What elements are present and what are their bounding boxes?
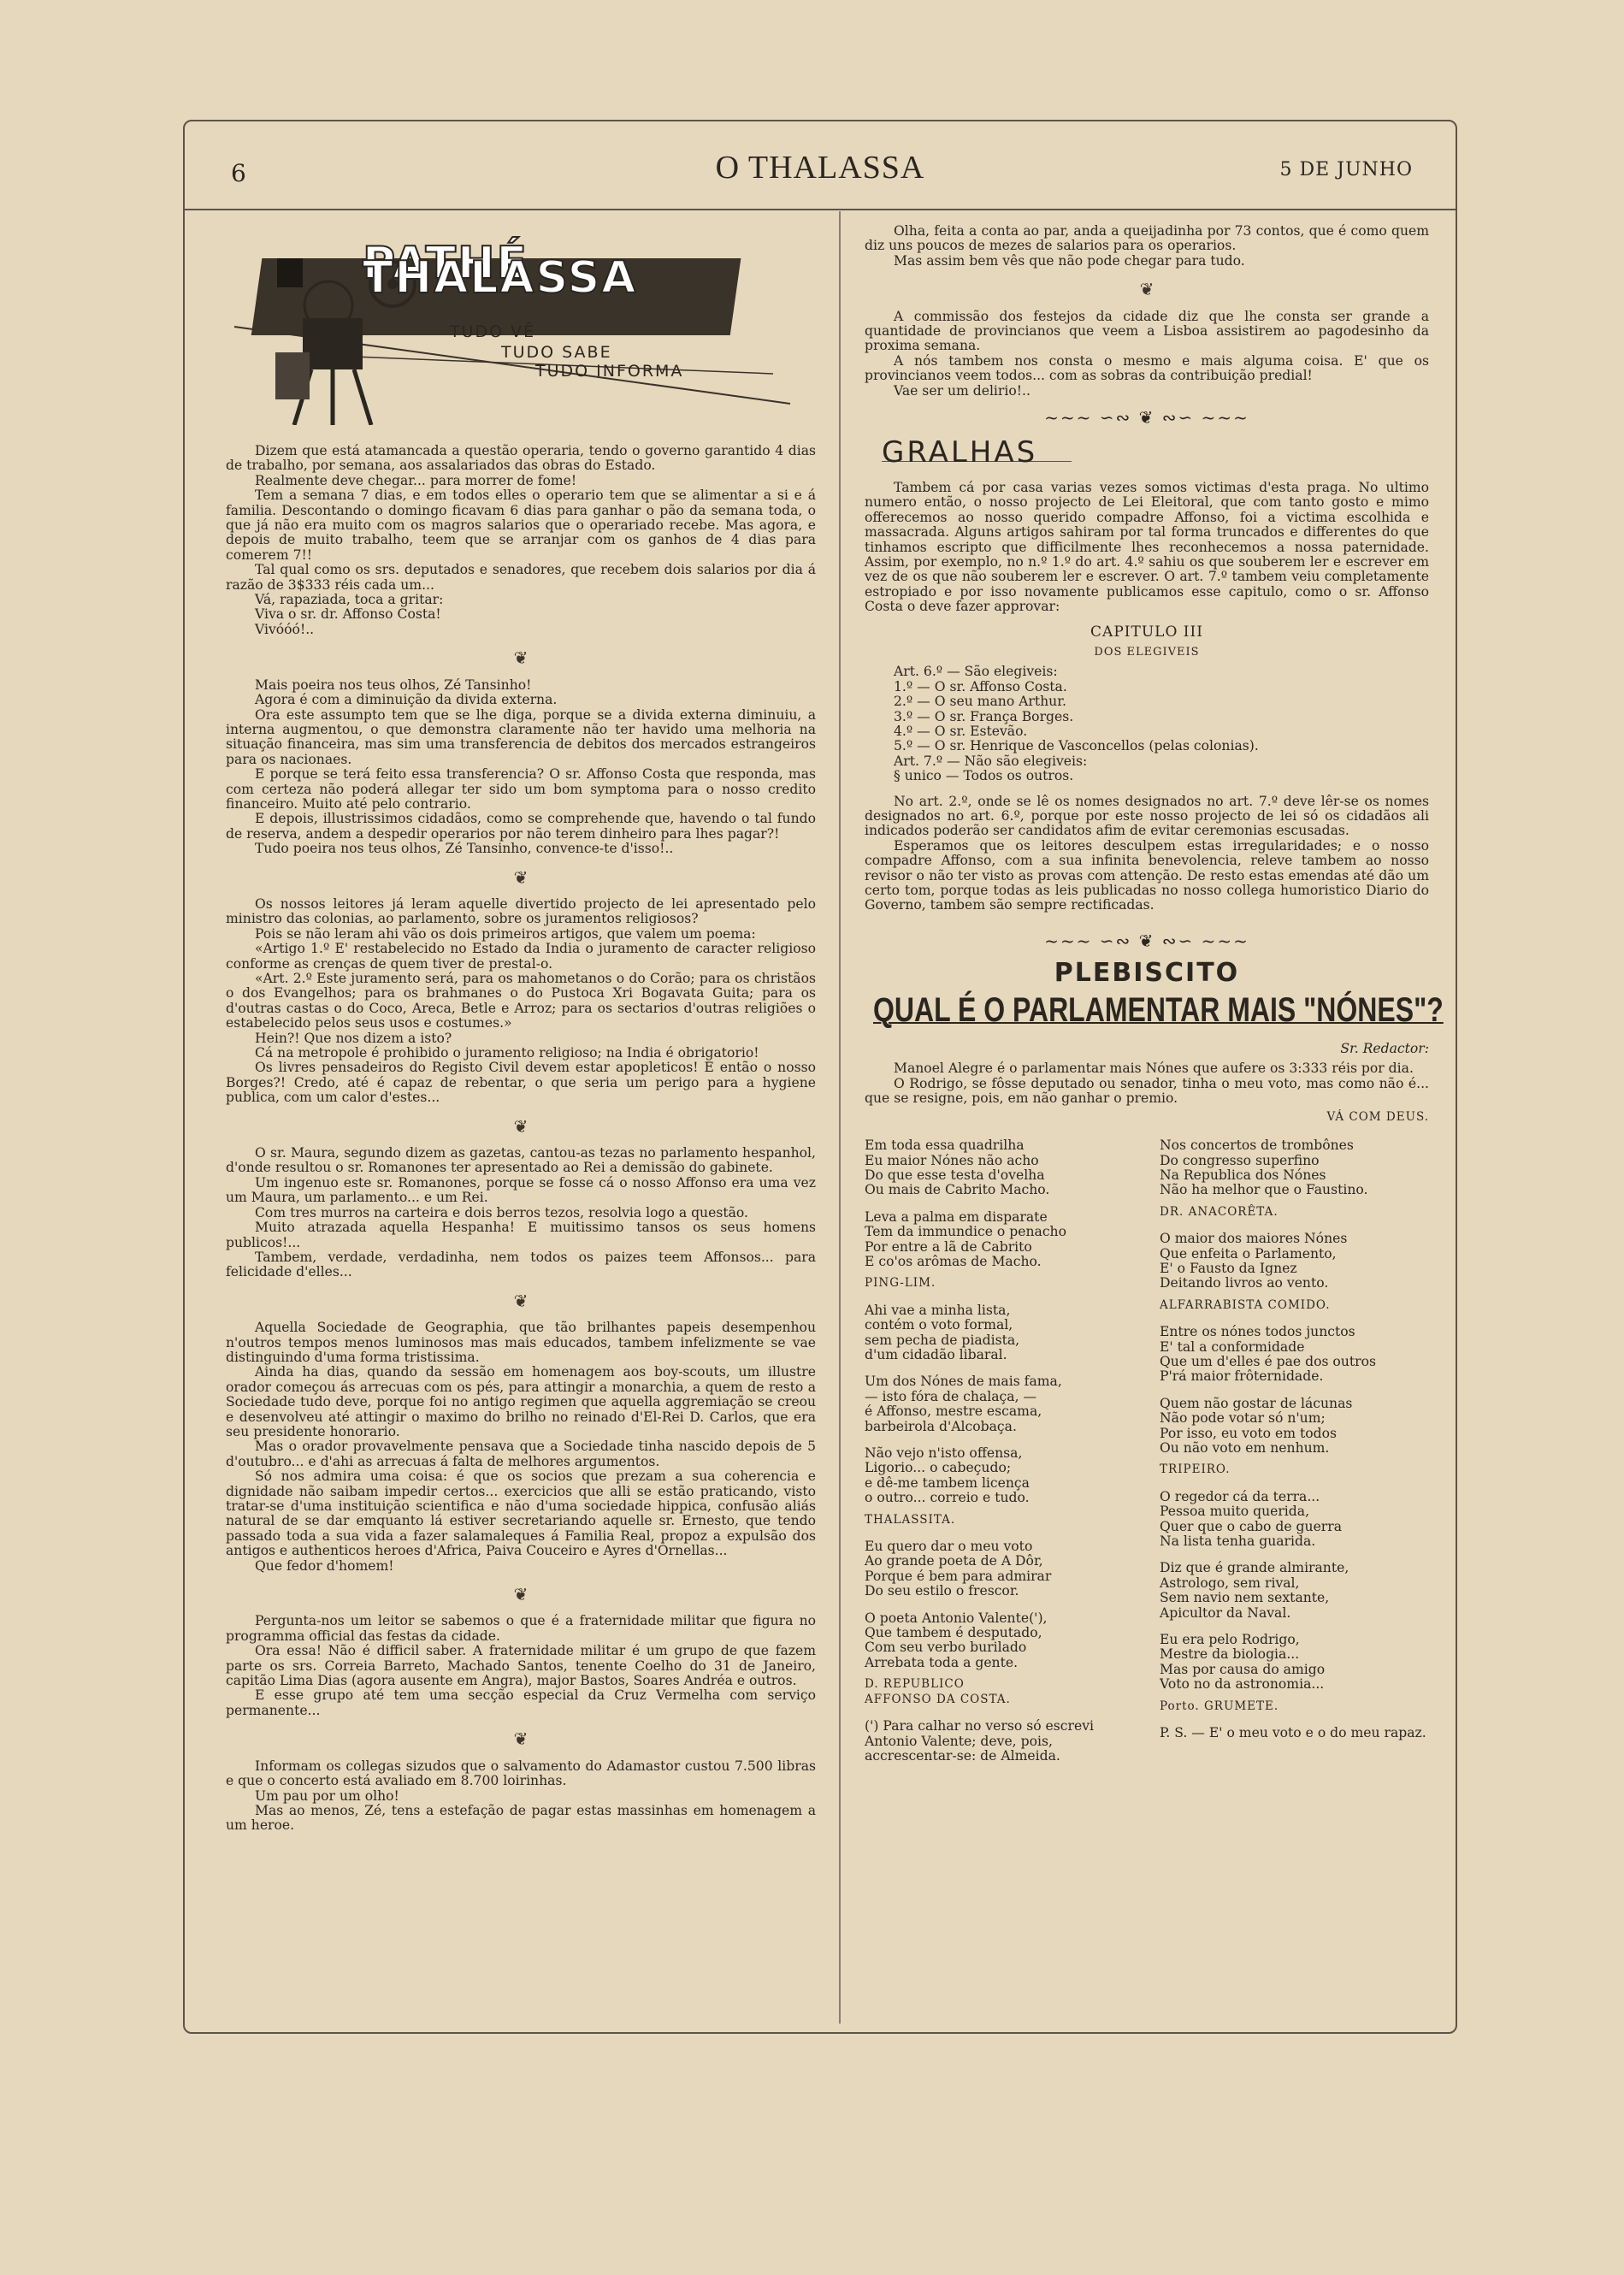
gralhas-correction: No art. 2.º, onde se lê os nomes designados no art. 7.º deve lêr-se os nomes designados no art. 6.º, porque por este nosso projecto de lei só os cidadãos ali indicados poderão ser candidatos afim de evitar ceremonias escusadas. [865,793,1429,839]
logo-tagline-2: TUDO SABE [501,343,612,362]
poem-signature: DR. ANACORÊTA. [1160,1204,1279,1219]
poem-stanza: Quem não gostar de lácunas Não pode votar só n'um; Por isso, eu voto em todos Ou não voto em nenhum. [1160,1395,1353,1456]
poems-left-column [865,1138,1134,1776]
logo-tagline-1: TUDO VÊ [450,322,536,341]
pathe-thalassa-logo [226,224,816,425]
poem-signature: D. REPUBLICO AFFONSO DA COSTA. [865,1677,1011,1706]
right-column [865,223,1444,1776]
poems-area [865,1138,1429,1776]
page-number: 6 [231,159,246,187]
article-line: 2.º — O seu mano Arthur. [894,694,1066,710]
article-queijadinha: Olha, feita a conta ao par, anda a queijadinha por 73 contos, que é como quem diz uns poucos de mezes de salarios para os operarios. Mas assim bem vês que não pode chegar para tudo. [865,223,1429,269]
article-juramentos: Os nossos leitores já leram aquelle divertido projecto de lei apresentado pelo ministro das colonias, ao parlamento, sobre os juramentos religiosos? Pois se não leram ahi vão os dois primeiros artigos, que valem um poema: «Artigo 1.º E' restabelecido no Estado da India o juramento de caracter religioso conforme as crenças de quem tiver de prestal-o. «Art. 2.º Este juramento será, para os mahometanos o do Corão; para os christãos o dos Evangelhos; para os brahmanes o do Pustoca Xri Bogavata Guita; para os d'outras castas o do Coco, Areca, Betle e Arroz; para os sectarios d'outras religiões o estabelecido pelos seus usos e costumes.» Hein?! Que nos dizem a isto? Cá na metropole é prohibido o juramento religioso; na India é obrigatorio! Os livres pensadeiros do Registo Civil devem estar apopleticos! E então o nosso Borges?! Credo, até é capaz de rebentar, o que seria um perigo para a hygiene publica, com um calor d'estes... [226,895,816,1106]
poem-stanza: P. S. — E' o meu voto e o do meu rapaz. [1160,1725,1426,1741]
poem-signature: PING-LIM. [865,1276,936,1291]
poem-stanza: Em toda essa quadrilha Eu maior Nónes não acho Do que esse testa d'ovelha Ou mais de Cabrito Macho. [865,1138,1050,1198]
issue-date: 5 DE JUNHO [1279,159,1413,180]
section-separator: ❦ [513,1115,529,1137]
masthead [185,121,1456,210]
letter-salutation: Sr. Redactor: [1340,1041,1429,1057]
article-line: Art. 7.º — Não são elegiveis: [894,753,1088,769]
left-column [226,224,816,1834]
poem-signature: TRIPEIRO. [1160,1462,1231,1477]
poems-right-column [1160,1138,1429,1776]
poem-stanza: Eu quero dar o meu voto Ao grande poeta de A Dôr, Porque é bem para admirar Do seu estilo o frescor. [865,1539,1052,1599]
article-line: 1.º — O sr. Affonso Costa. [894,678,1067,694]
section-separator: ❦ [513,866,529,888]
poem-stanza: Diz que é grande almirante, Astrologo, sem rival, Sem navio nem sextante, Apicultor da Naval. [1160,1560,1349,1621]
section-separator: ❦ [513,647,529,669]
section-separator: ❦ [513,1728,529,1750]
article-divida: Mais poeira nos teus olhos, Zé Tansinho! Agora é com a diminuição da divida externa. Ora este assumpto tem que se lhe diga, porque se a divida externa diminuiu, a interna augmentou, o que demonstra claramente não ter havido uma melhoria na situação financeira, mas sim uma transferencia de debitos dos mercados estrangeiros para os nacionaes. E porque se terá feito essa transferencia? O sr. Affonso Costa que responda, mas com certeza não poderá allegar ter sido um bom symptoma para o nosso credito financeiro. Muito até pelo contrario. E depois, illustrissimos cidadãos, como se comprehende que, havendo o tal fundo de reserva, andem a despedir operarios por não terem dinheiro para lhes pagar?! Tudo poeira nos teus olhos, Zé Tansinho, convence-te d'isso!.. [226,677,816,857]
article-maura: O sr. Maura, segundo dizem as gazetas, cantou-as tezas no parlamento hespanhol, d'onde resultou o sr. Romanones ter apresentado ao Rei a demissão do gabinete. Um ingenuo este sr. Romanones, porque se fosse cá o nosso Affonso era uma vez um Maura, um parlamento... e um Rei. Com tres murros na carteira e dois berros tezos, resolvia logo a questão. Muito atrazada aquella Hespanha! E muitissimo tansos os seus homens publicos!... Tambem, verdade, verdadinha, nem todos os paizes teem Affonsos... para felicidade d'elles... [226,1145,816,1280]
article-festejos: A commissão dos festejos da cidade diz que lhe consta ser grande a quantidade de provincianos que veem a Lisboa assistirem ao pagodesinho da proxima semana. A nós tambem nos consta o mesmo e mais alguma coisa. E' que os provincianos veem todos... com as sobras da contribuição predial! Vae ser um delirio!.. [865,308,1429,399]
article-fraternidade: Pergunta-nos um leitor se sabemos o que é a fraternidade militar que figura no programma official das festas da cidade. Ora essa! Não é difficil saber. A fraternidade militar é um grupo de que fazem parte os srs. Correia Barreto, Machado Santos, tenente Coelho do 31 de Janeiro, capitão Lima Dias (agora ausente em Angra), major Bastos, Soares Andréa e outros. E esse grupo até tem uma secção especial da Cruz Vermelha com serviço permanente... [226,1613,816,1718]
poem-signature: THALASSITA. [865,1512,956,1527]
gralhas-heading: GRALHAS [882,446,1072,461]
poem-stanza: Não vejo n'isto offensa, Ligorio... o cabeçudo; e dê-me tambem licença o outro... correio e tudo. [865,1445,1030,1506]
poem-stanza: Eu era pelo Rodrigo, Mestre da biologia... Mas por causa do amigo Voto no da astronomia... [1160,1632,1326,1693]
column-rule [839,211,841,2024]
article-line: 4.º — O sr. Estevão. [894,723,1028,739]
plebiscito-question: QUAL É O PARLAMENTAR MAIS "NÓNES"? [873,990,1444,1029]
logo-title: PATHÉ THALASSA [363,238,638,304]
logo-tagline-3: TUDO INFORMA [535,362,684,381]
capitulo-heading: CAPITULO III [1090,623,1203,641]
poem-stanza: Ahi vae a minha lista, contém o voto formal, sem pecha de piadista, d'um cidadão libaral. [865,1302,1020,1362]
flourish-divider: ~~~ ∽∾ ❦ ∾∽ ~~~ [1044,930,1249,951]
poem-stanza: O regedor cá da terra... Pessoa muito querida, Quer que o cabo de guerra Na lista tenha guarida. [1160,1488,1343,1550]
section-separator: ❦ [513,1290,529,1311]
articles-list [865,665,1429,783]
article-adamastor: Informam os collegas sizudos que o salvamento do Adamastor custou 7.500 libras e que o concerto está avaliado em 8.700 loirinhas. Um pau por um olho! Mas ao menos, Zé, tens a estefação de pagar estas massinhas em homenagem a um heroe. [226,1758,816,1834]
page-frame [183,120,1457,2034]
letter-paragraph: Manoel Alegre é o parlamentar mais Nónes que aufere os 3:333 réis por dia. [894,1061,1414,1077]
capitulo-subheading: DOS ELEGIVEIS [1094,645,1200,659]
letter-signature: VÁ COM DEUS. [1326,1109,1429,1124]
newspaper-title: O THALASSA [715,150,925,186]
article-line: Art. 6.º — São elegiveis: [894,664,1058,680]
flourish-divider: ~~~ ∽∾ ❦ ∾∽ ~~~ [1044,407,1249,428]
section-separator: ❦ [513,1584,529,1605]
poem-signature: ALFARRABISTA COMIDO. [1160,1297,1331,1312]
article-line: 5.º — O sr. Henrique de Vasconcellos (pelas colonias). [894,738,1259,754]
poem-signature: Porto. GRUMETE. [1160,1699,1279,1713]
section-separator: ❦ [1139,279,1155,300]
gralhas-intro: Tambem cá por casa varias vezes somos victimas d'esta praga. No ultimo numero então, o nosso projecto de Lei Eleitoral, que com tanto gosto e mimo offerecemos ao nosso querido compadre Affonso, foi a victima escolhida e massacrada. Alguns artigos sahiram por tal forma truncados e differentes do que tinhamos escripto que difficilmente lhes reconhecemos a nossa paternidade. Assim, por exemplo, no n.º 1.º do art. 4.º sahiu os que souberem ler e escrever em vez de os que não souberem ler e escrever. O art. 7.º tambem veiu completamente estropiado e por isso novamente publicamos esse capitulo, como o sr. Affonso Costa o deve fazer approvar: [865,479,1429,615]
poem-stanza: Entre os nónes todos junctos E' tal a conformidade Que um d'elles é pae dos outros P'rá maior frôternidade. [1160,1324,1376,1385]
article-line: 3.º — O sr. França Borges. [894,708,1074,724]
plebiscito-heading: PLEBISCITO [1054,958,1240,989]
article-line: § unico — Todos os outros. [894,768,1074,784]
letter-paragraph: O Rodrigo, se fôsse deputado ou senador, tinha o meu voto, mas como não é... que se resigne, pois, em não ganhar o premio. [865,1075,1429,1107]
article-geographia: Aquella Sociedade de Geographia, que tão brilhantes papeis desempenhou n'outros tempos menos luminosos mas mais educados, tambem infelizmente se vae distinguindo d'uma forma tristissima. Ainda ha dias, quando da sessão em homenagem aos boy-scouts, um illustre orador começou ás arrecuas com os pés, para attingir a monarchia, a quem de resto a Sociedade tudo deve, porque foi no antigo regimen que aquella aggremiação se creou e desenvolveu até attingir o maximo do brilho no reinado d'El-Rei D. Carlos, que era seu presidente honorario. Mas o orador provavelmente pensava que a Sociedade tinha nascido depois de 5 d'outubro... e d'ahi as arrecuas á falta de melhores argumentos. Só nos admira uma coisa: é que os socios que prezam a sua coherencia e dignidade não saibam impedir certos... exercicios que alli se estão praticando, visto tratar-se d'uma instituição scientifica e não d'uma sociedade hippica, confusão aliás natural de se dar emquanto lá estiver secretariando aquelle sr. Ernesto, que tendo passado toda a sua vida a fazer salamaleques á Familia Real, propoz a expulsão dos antigos e authenticos heroes d'Africa, Paiva Couceiro e Ayres d'Ornellas... Que fedor d'homem! [226,1320,816,1574]
gralhas-closing: Esperamos que os leitores desculpem estas irregularidades; e o nosso compadre Affonso, com a sua infinita benevolencia, releve tambem ao nosso revisor o não ter visto as provas com attenção. De resto estas emendas até dão um certo tom, porque todas as leis publicadas no nosso collega humoristico Diario do Governo, tambem são sempre rectificadas. [865,837,1429,913]
poem-stanza: O maior dos maiores Nónes Que enfeita o Parlamento, E' o Fausto da Ignez Deitando livros ao vento. [1160,1231,1348,1291]
poem-stanza: Nos concertos de trombônes Do congresso superfino Na Republica dos Nónes Não ha melhor que o Faustino. [1160,1138,1368,1198]
poem-stanza: (') Para calhar no verso só escrevi Antonio Valente; deve, pois, accrescentar-se: de Almeida. [865,1718,1094,1764]
poem-stanza: O poeta Antonio Valente('), Que tambem é desputado, Com seu verbo burilado Arrebata toda a gente. [865,1610,1048,1670]
poem-stanza: Um dos Nónes de mais fama, — isto fóra de chalaça, — é Affonso, mestre escama, barbeirola d'Alcobaça. [865,1374,1062,1434]
article-operarios: Dizem que está atamancada a questão operaria, tendo o governo garantido 4 dias de trabalho, por semana, aos assalariados das obras do Estado. Realmente deve chegar... para morrer de fome! Tem a semana 7 dias, e em todos elles o operario tem que se alimentar a si e á familia. Descontando o domingo ficavam 6 dias para ganhar o pão da semana toda, o que já não era muito com os magros salarios que o operariado recebe. Mas agora, e depois de muito trabalho, teem que se arranjar com os ganhos de 4 dias para comerem 7!! Tal qual como os srs. deputados e senadores, que recebem dois salarios por dia á razão de 3$333 réis cada um... Vá, rapaziada, toca a gritar: Viva o sr. dr. Affonso Costa! Vivóóó!.. [226,443,816,637]
poem-stanza: Leva a palma em disparate Tem da immundice o penacho Por entre a lã de Cabrito E co'os arômas de Macho. [865,1208,1066,1269]
